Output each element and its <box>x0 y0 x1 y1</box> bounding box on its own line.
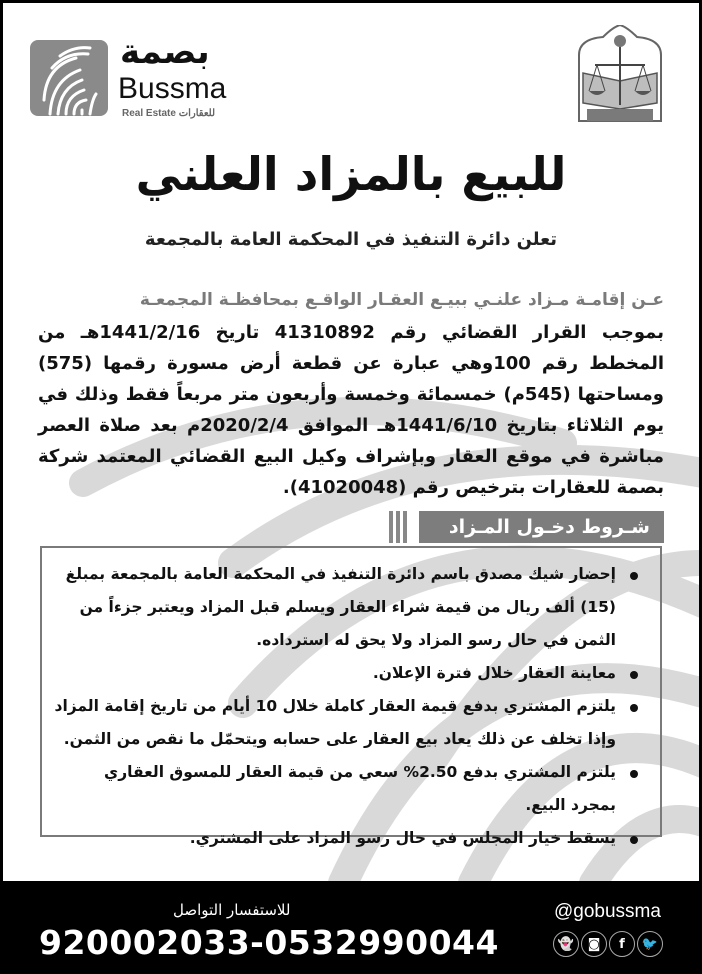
bullet-icon <box>630 836 638 844</box>
brand-tagline <box>122 108 215 119</box>
social-handle[interactable]: @gobussma <box>554 901 661 922</box>
social-icons <box>553 931 663 957</box>
bullet-icon <box>630 770 638 778</box>
brand-english-name: Bussma <box>118 72 227 105</box>
twitter-icon[interactable]: 🐦 <box>637 931 663 957</box>
bullet-icon <box>630 572 638 580</box>
phone-numbers[interactable]: 920002033-0532990044 <box>39 923 499 962</box>
bullet-icon <box>630 671 638 679</box>
terms-section-header <box>389 511 664 543</box>
contact-label: للاستفسار التواصل <box>173 901 291 919</box>
auction-details-paragraph: بموجب القرار القضائي رقم 41310892 تاريخ 1441/2/16هـ من المخطط رقم 100وهي عبارة عن قطعة أرض مسورة رقمها (575) ومساحتها (545م) خمسمائة وخمسة وأربعون متر مربعاً فقط وذلك في يوم الثلاثاء بتاريخ 1441/6/10هـ الموافق 2020/2/4م بعد صلاة العصر مباشرة في موقع العقار وبإشراف وكيل البيع القضائي المعتمد شركة بصمة للعقارات بترخيص رقم (41020048). <box>38 322 665 498</box>
term-text: يسقط خيار المجلس في حال رسو المزاد على المشتري. <box>189 829 616 847</box>
decorative-bars-icon <box>389 511 415 543</box>
term-text: يلتزم المشتري بدفع قيمة العقار كاملة خلال 10 أيام من تاريخ إقامة المزاد وإذا تخلف عن ذلك يعاد بيع العقار على حسابه ويتحمّل ما نقص من الثمن. <box>54 697 616 748</box>
terms-list <box>42 548 660 855</box>
snapchat-icon[interactable]: 👻 <box>553 931 579 957</box>
bussma-logo <box>30 32 270 120</box>
auction-advertisement <box>3 3 699 971</box>
fingerprint-logo-icon <box>30 40 108 116</box>
list-item <box>54 756 638 822</box>
brand-arabic-name: بصمة <box>120 32 210 72</box>
terms-box <box>40 546 662 847</box>
list-item <box>54 657 638 690</box>
instagram-icon[interactable]: ◙ <box>581 931 607 957</box>
list-item <box>54 558 638 657</box>
bullet-icon <box>630 704 638 712</box>
brand-tagline-ar: للعقارات <box>178 108 216 119</box>
term-text: إحضار شيك مصدق باسم دائرة التنفيذ في المحكمة العامة بالمجمعة بمبلغ (15) ألف ريال من قيمة شراء العقار ويسلم قبل المزاد ويعتبر جزءاً من الثمن في حال رسو المزاد ولا يحق له استرداده. <box>65 565 616 649</box>
list-item <box>54 690 638 756</box>
term-text: معاينة العقار خلال فترة الإعلان. <box>372 664 616 682</box>
page-subtitle: تعلن دائرة التنفيذ في المحكمة العامة بالمجمعة <box>144 229 558 250</box>
contact-footer <box>3 881 699 971</box>
brand-tagline-en: Real Estate <box>122 108 176 119</box>
list-item <box>54 822 638 855</box>
terms-heading: شـروط دخـول المـزاد <box>419 511 664 543</box>
facebook-icon[interactable]: f <box>609 931 635 957</box>
page-title: للبيع بالمزاد العلني <box>135 147 567 201</box>
ministry-of-justice-logo-icon <box>573 25 667 123</box>
intro-line: عـن إقامـة مـزاد علنـي ببيـع العقـار الواقـع بمحافظـة المجمعـة <box>139 290 664 310</box>
term-text: يلتزم المشتري بدفع 2.50% سعي من قيمة العقار للمسوق العقاري بمجرد البيع. <box>104 763 616 814</box>
